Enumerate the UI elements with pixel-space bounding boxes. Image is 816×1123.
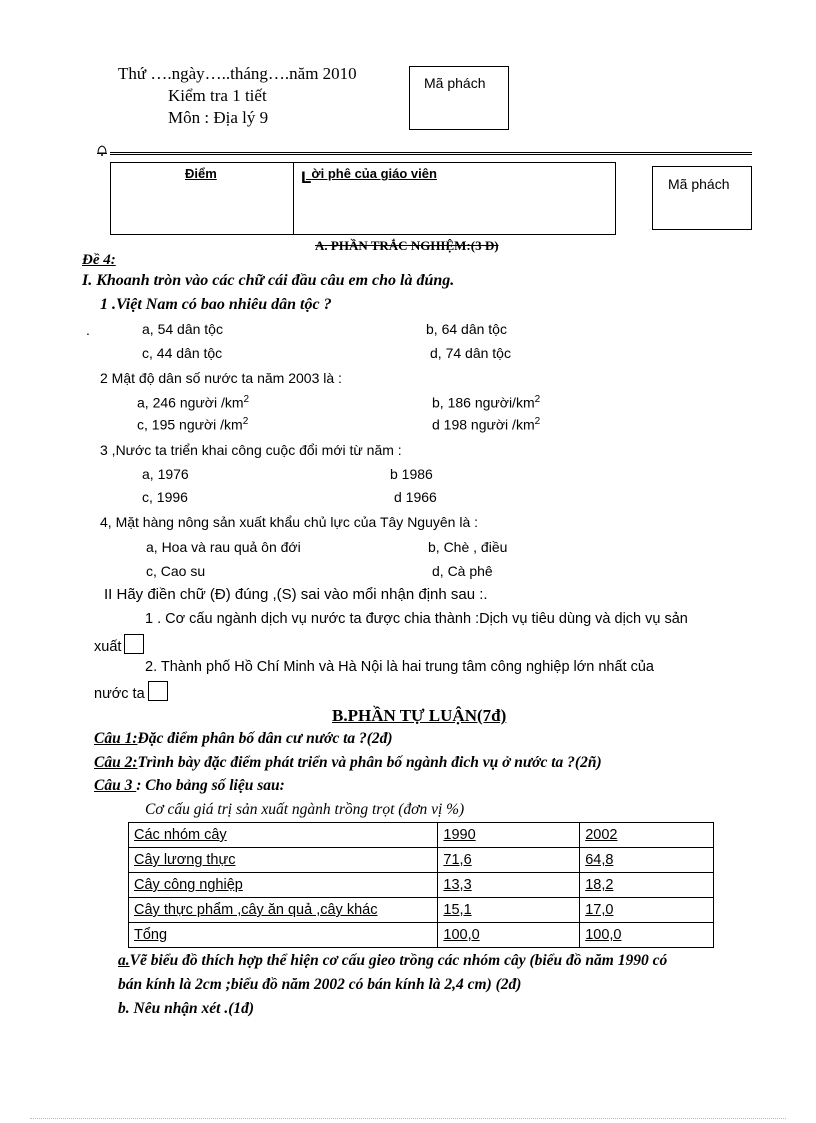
q1-text: Đặc điểm phân bố dân cư nước ta ?(2đ) — [137, 730, 393, 747]
q2-option-d[interactable] — [432, 416, 540, 433]
table-header-cell: 1990 — [438, 823, 580, 848]
task-a-label: a. — [118, 952, 130, 969]
table-row — [129, 898, 714, 923]
date-line: Thứ ….ngày…..tháng….năm 2010 — [118, 64, 357, 83]
table-cell: 15,1 — [438, 898, 580, 923]
comment-initial: L — [301, 168, 312, 187]
table-header-cell: 2002 — [580, 823, 714, 848]
table-cell: Cây công nghiệp — [129, 873, 438, 898]
code-box-bottom — [652, 166, 752, 230]
q1-label: Câu 1: — [94, 730, 138, 747]
q3-option-d[interactable]: d 1966 — [394, 489, 437, 505]
table-caption: Cơ cấu giá trị sản xuất ngành trồng trọt (đơn vị %) — [145, 801, 465, 818]
question-2: 2 Mật độ dân số nước ta năm 2003 là : — [100, 370, 342, 386]
q3-text: : Cho bảng số liệu sau: — [136, 777, 285, 794]
cut-line — [110, 152, 752, 155]
comment-rest: ời phê của giáo viên — [311, 166, 437, 181]
table-cell: Cây lương thực — [129, 848, 438, 873]
q3-option-c[interactable]: c, 1996 — [142, 489, 188, 505]
q4-option-d[interactable]: d, Cà phê — [432, 563, 493, 579]
q1-option-c[interactable]: c, 44 dân tộc — [142, 345, 223, 361]
q2-option-b-sup: 2 — [534, 394, 541, 405]
statement-1-line1: 1 . Cơ cấu ngành dịch vụ nước ta được chia thành :Dịch vụ tiêu dùng và dịch vụ sản — [145, 611, 688, 627]
essay-question-1 — [94, 730, 393, 748]
q4-option-c[interactable]: c, Cao su — [146, 563, 206, 579]
statement-1-answer-box[interactable] — [124, 634, 144, 654]
subject-line: Môn : Địa lý 9 — [168, 108, 269, 127]
exam-title: Kiểm tra 1 tiết — [168, 86, 267, 105]
bullet-dot: . — [86, 322, 90, 338]
section-b-title: B.PHẦN TỰ LUẬN(7đ) — [332, 706, 507, 725]
q3-option-a[interactable]: a, 1976 — [142, 466, 189, 482]
exam-code: Đề 4: — [82, 252, 116, 268]
table-cell: 100,0 — [438, 923, 580, 948]
question-1: 1 .Việt Nam có bao nhiêu dân tộc ? — [100, 296, 332, 313]
code-box-top-label: Mã phách — [424, 75, 486, 91]
table-cell: Tổng — [129, 923, 438, 948]
q1-option-a[interactable]: a, 54 dân tộc — [142, 321, 223, 337]
task-a-text: Vẽ biểu đồ thích hợp thể hiện cơ cấu gieo trồng các nhóm cây (biểu đồ năm 1990 có — [129, 952, 668, 969]
q2-option-a-sup: 2 — [243, 394, 250, 405]
essay-question-3 — [94, 777, 285, 795]
q2-text: Trình bày đặc điểm phát triển và phân bố ngành đich vụ ở nước ta ?(2ñ) — [137, 754, 602, 771]
statement-2-line1: 2. Thành phố Hồ Chí Minh và Hà Nội là hai trung tâm công nghiệp lớn nhất của — [145, 659, 654, 675]
table-header-cell: Các nhóm cây — [129, 823, 438, 848]
q2-label: Câu 2: — [94, 754, 138, 771]
code-box-bottom-label: Mã phách — [668, 176, 730, 192]
code-box-top — [409, 66, 509, 130]
q2-option-c-text: c, 195 người /km — [137, 416, 243, 433]
q2-option-b-text: b, 186 người/km — [432, 394, 535, 411]
q2-option-d-text: d 198 người /km — [432, 416, 535, 433]
score-table-divider — [293, 163, 294, 234]
table-row — [129, 848, 714, 873]
table-cell: 17,0 — [580, 898, 714, 923]
table-cell: 13,3 — [438, 873, 580, 898]
statement-2-line2 — [94, 681, 168, 702]
q4-option-a[interactable]: a, Hoa và rau quả ôn đới — [146, 539, 301, 555]
q2-option-c-sup: 2 — [242, 416, 249, 427]
page-bottom-edge — [30, 1118, 786, 1119]
q2-option-d-sup: 2 — [534, 416, 541, 427]
comment-label — [301, 166, 437, 188]
q3-label: Câu 3 — [94, 777, 137, 794]
table-row — [129, 923, 714, 948]
task-a-line1 — [118, 952, 667, 970]
q2-option-a-text: a, 246 người /km — [137, 394, 244, 411]
q2-option-a[interactable] — [137, 394, 249, 411]
score-label: Điểm — [185, 166, 217, 181]
part1-title: I. Khoanh tròn vào các chữ cái đầu câu em cho là đúng. — [82, 272, 455, 289]
section-a-title: A. PHẦN TRẮC NGHIỆM:(3 Đ) — [315, 238, 499, 253]
q3-option-b[interactable]: b 1986 — [390, 466, 433, 482]
essay-question-2 — [94, 754, 602, 772]
statement-2-answer-box[interactable] — [148, 681, 168, 701]
table-cell: 64,8 — [580, 848, 714, 873]
question-3: 3 ,Nước ta triển khai công cuộc đổi mới từ năm : — [100, 442, 402, 458]
table-cell: Cây thực phẩm ,cây ăn quả ,cây khác — [129, 898, 438, 923]
q1-option-b[interactable]: b, 64 dân tộc — [426, 321, 507, 337]
part2-title: II Hãy điền chữ (Đ) đúng ,(S) sai vào mổi nhận định sau :. — [104, 586, 488, 603]
table-cell: 18,2 — [580, 873, 714, 898]
task-a-line2: bán kính là 2cm ;biểu đồ năm 2002 có bán kính là 2,4 cm) (2đ) — [118, 976, 522, 993]
task-b: b. Nêu nhận xét .(1đ) — [118, 1000, 255, 1017]
q2-option-b[interactable] — [432, 394, 540, 411]
table-row — [129, 873, 714, 898]
statement-1-tail: xuất — [94, 639, 122, 655]
table-header-row — [129, 823, 714, 848]
score-table — [110, 162, 616, 235]
statement-2-tail: nước ta — [94, 686, 145, 702]
table-cell: 100,0 — [580, 923, 714, 948]
statement-1-line2 — [94, 634, 144, 655]
data-table — [128, 822, 714, 948]
q2-option-c[interactable] — [137, 416, 248, 433]
question-4: 4, Mặt hàng nông sản xuất khẩu chủ lực của Tây Nguyên là : — [100, 514, 479, 530]
q4-option-b[interactable]: b, Chè , điều — [428, 539, 508, 555]
bell-icon — [95, 143, 109, 157]
q1-option-d[interactable]: d, 74 dân tộc — [430, 345, 511, 361]
table-cell: 71,6 — [438, 848, 580, 873]
